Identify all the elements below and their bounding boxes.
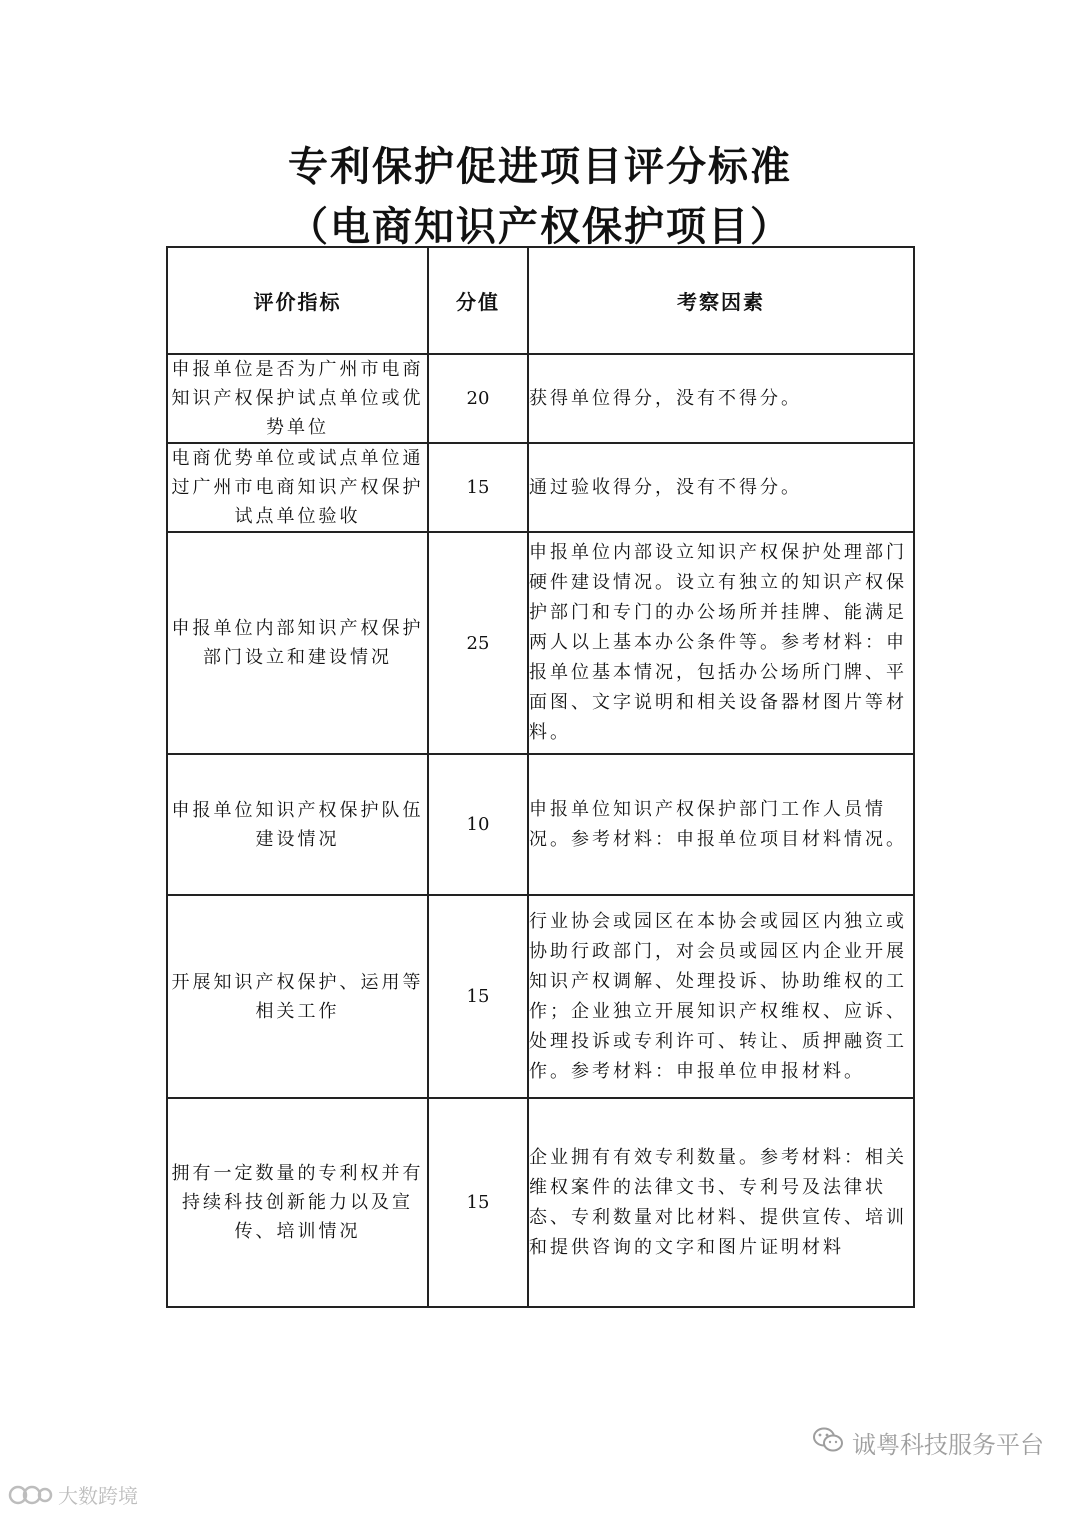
row-indicator: 申报单位知识产权保护队伍建设情况 bbox=[167, 754, 428, 895]
header-factors: 考察因素 bbox=[528, 247, 914, 354]
row-score: 15 bbox=[428, 895, 528, 1098]
row-indicator: 电商优势单位或试点单位通过广州市电商知识产权保护试点单位验收 bbox=[167, 443, 428, 532]
logo-icon bbox=[8, 1482, 54, 1508]
table-row bbox=[167, 1098, 914, 1307]
row-score: 15 bbox=[428, 443, 528, 532]
row-indicator: 开展知识产权保护、运用等相关工作 bbox=[167, 895, 428, 1098]
row-factors: 通过验收得分，没有不得分。 bbox=[528, 443, 914, 532]
table-row bbox=[167, 443, 914, 532]
header-indicator: 评价指标 bbox=[167, 247, 428, 354]
row-score: 20 bbox=[428, 354, 528, 443]
table-row bbox=[167, 754, 914, 895]
watermark-platform-text: 诚粤科技服务平台 bbox=[852, 1431, 1044, 1459]
table-row bbox=[167, 354, 914, 443]
row-factors: 获得单位得分，没有不得分。 bbox=[528, 354, 914, 443]
scoring-table bbox=[166, 246, 915, 1308]
table-row bbox=[167, 532, 914, 754]
row-factors: 申报单位内部设立知识产权保护处理部门硬件建设情况。设立有独立的知识产权保护部门和专门的办公场所并挂牌、能满足两人以上基本办公条件等。参考材料：申报单位基本情况，包括办公场所门牌、平面图、文字说明和相关设备器材图片等材料。 bbox=[528, 532, 914, 754]
table-header-row bbox=[167, 247, 914, 354]
row-score: 15 bbox=[428, 1098, 528, 1307]
watermark-platform bbox=[812, 1425, 1044, 1460]
table-row bbox=[167, 895, 914, 1098]
watermark-brand bbox=[8, 1480, 138, 1509]
row-indicator: 拥有一定数量的专利权并有持续科技创新能力以及宣传、培训情况 bbox=[167, 1098, 428, 1307]
watermark-brand-text: 大数跨境 bbox=[58, 1484, 138, 1508]
document-subtitle: （电商知识产权保护项目） bbox=[288, 204, 792, 250]
row-factors: 申报单位知识产权保护部门工作人员情况。参考材料：申报单位项目材料情况。 bbox=[528, 754, 914, 895]
row-indicator: 申报单位内部知识产权保护部门设立和建设情况 bbox=[167, 532, 428, 754]
wechat-icon bbox=[812, 1426, 844, 1460]
header-score: 分值 bbox=[428, 247, 528, 354]
row-score: 10 bbox=[428, 754, 528, 895]
row-factors: 企业拥有有效专利数量。参考材料：相关维权案件的法律文书、专利号及法律状态、专利数量对比材料、提供宣传、培训和提供咨询的文字和图片证明材料 bbox=[528, 1098, 914, 1307]
row-factors: 行业协会或园区在本协会或园区内独立或协助行政部门，对会员或园区内企业开展知识产权调解、处理投诉、协助维权的工作；企业独立开展知识产权维权、应诉、处理投诉或专利许可、转让、质押融资工作。参考材料：申报单位申报材料。 bbox=[528, 895, 914, 1098]
document-title: 专利保护促进项目评分标准 bbox=[288, 144, 792, 190]
row-indicator: 申报单位是否为广州市电商知识产权保护试点单位或优势单位 bbox=[167, 354, 428, 443]
row-score: 25 bbox=[428, 532, 528, 754]
